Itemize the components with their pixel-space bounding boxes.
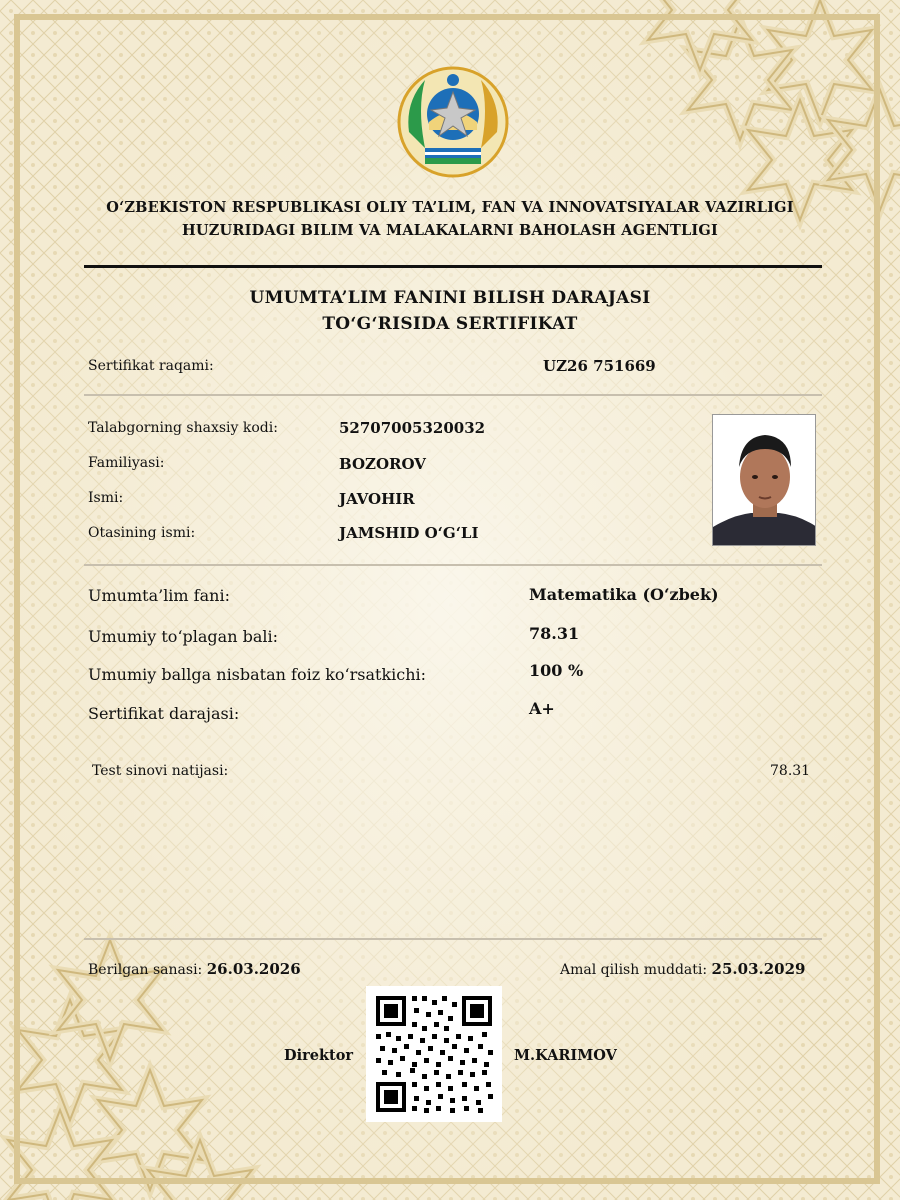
org-title-line2: HUZURIDAGI BILIM VA MALAKALARNI BAHOLASH AGENTLIGI — [182, 222, 718, 239]
patronymic-value: JAMSHID O‘G‘LI — [339, 524, 479, 542]
portrait-photo — [712, 414, 816, 546]
certificate-title-line2: TO‘G‘RISIDA SERTIFIKAT — [322, 314, 578, 334]
qr-code[interactable] — [366, 986, 502, 1122]
issue-date-label: Berilgan sanasi: — [88, 962, 203, 978]
state-emblem-icon — [395, 62, 511, 178]
org-title-line1: O‘ZBEKISTON RESPUBLIKASI OLIY TA’LIM, FAN VA INNOVATSIYALAR VAZIRLIGI — [106, 199, 794, 216]
subject-label: Umumta’lim fani: — [88, 586, 230, 605]
header-divider — [84, 265, 822, 268]
certificate-level-value: A+ — [529, 699, 555, 718]
director-name: M.KARIMOV — [514, 1047, 617, 1064]
certificate-level-label: Sertifikat darajasi: — [88, 704, 240, 723]
total-score-value: 78.31 — [529, 624, 580, 643]
percent-value: 100 % — [529, 661, 584, 680]
validity-date — [560, 960, 806, 978]
divider-2 — [84, 564, 822, 566]
certificate-title-line1: UMUMTA’LIM FANINI BILISH DARAJASI — [249, 288, 651, 308]
divider-3 — [84, 938, 822, 940]
issue-date — [88, 960, 301, 978]
patronymic-label: Otasining ismi: — [88, 525, 196, 541]
director-label: Direktor — [284, 1047, 354, 1064]
validity-date-value: 25.03.2029 — [711, 960, 806, 978]
surname-value: BOZOROV — [339, 455, 426, 473]
name-value: JAVOHIR — [339, 490, 415, 508]
divider-1 — [84, 394, 822, 396]
certificate-number-value: UZ26 751669 — [543, 357, 656, 375]
personal-code-value: 52707005320032 — [339, 419, 486, 437]
test-result-label: Test sinovi natijasi: — [92, 763, 229, 779]
test-result-value: 78.31 — [770, 763, 811, 779]
issue-date-value: 26.03.2026 — [206, 960, 301, 978]
validity-date-label: Amal qilish muddati: — [560, 962, 708, 978]
name-label: Ismi: — [88, 490, 124, 506]
personal-code-label: Talabgorning shaxsiy kodi: — [88, 420, 278, 436]
percent-label: Umumiy ballga nisbatan foiz ko‘rsatkichi: — [88, 665, 427, 684]
subject-value: Matematika (O‘zbek) — [529, 585, 719, 604]
surname-label: Familiyasi: — [88, 455, 165, 471]
certificate-number-label: Sertifikat raqami: — [88, 358, 214, 374]
total-score-label: Umumiy to‘plagan bali: — [88, 627, 278, 646]
